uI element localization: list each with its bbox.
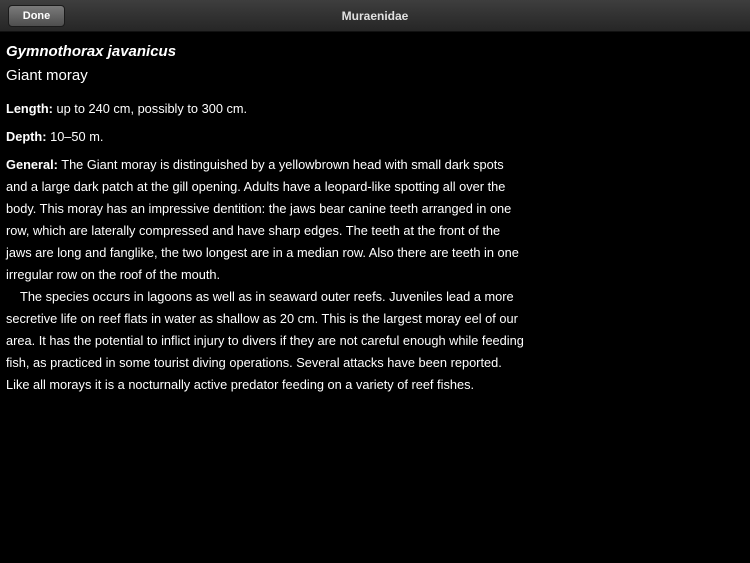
- page-title: Muraenidae: [341, 9, 409, 23]
- general-paragraph-1: [6, 154, 526, 286]
- common-name: Giant moray: [6, 67, 88, 84]
- general-field: [6, 154, 526, 396]
- general-text-1: The Giant moray is distinguished by a yellowbrown head with small dark spots and a large dark patch at the gill opening. Adults have a leopard-like spotting all over the body. This moray has an impressive dentition: the jaws bear canine teeth arranged in one row, which are laterally compressed and have sharp edges. The teeth at the front of the jaws are long and fanglike, the two longest are in a median row. Also there are teeth in one irregular row on the roof of the mouth.: [6, 157, 519, 282]
- navigation-bar: [0, 0, 750, 32]
- length-label: Length:: [6, 101, 53, 116]
- general-paragraph-2: The species occurs in lagoons as well as in seaward outer reefs. Juveniles lead a more secretive life on reef flats in water as shallow as 20 cm. This is the largest moray eel of our area. It has the potential to inflict injury to divers if they are not careful enough while feeding fish, as practiced in some tourist diving operations. Several attacks have been reported. Like all morays it is a nocturnally active predator feeding on a variety of reef fishes.: [6, 289, 524, 392]
- depth-value: 10–50 m.: [46, 129, 104, 144]
- length-field: [6, 98, 526, 120]
- scientific-name: Gymnothorax javanicus: [6, 43, 177, 60]
- species-detail: [0, 32, 532, 396]
- general-label: General:: [6, 157, 58, 172]
- done-button[interactable]: Done: [8, 5, 65, 27]
- depth-field: [6, 126, 526, 148]
- depth-label: Depth:: [6, 129, 47, 144]
- length-value: up to 240 cm, possibly to 300 cm.: [52, 101, 248, 116]
